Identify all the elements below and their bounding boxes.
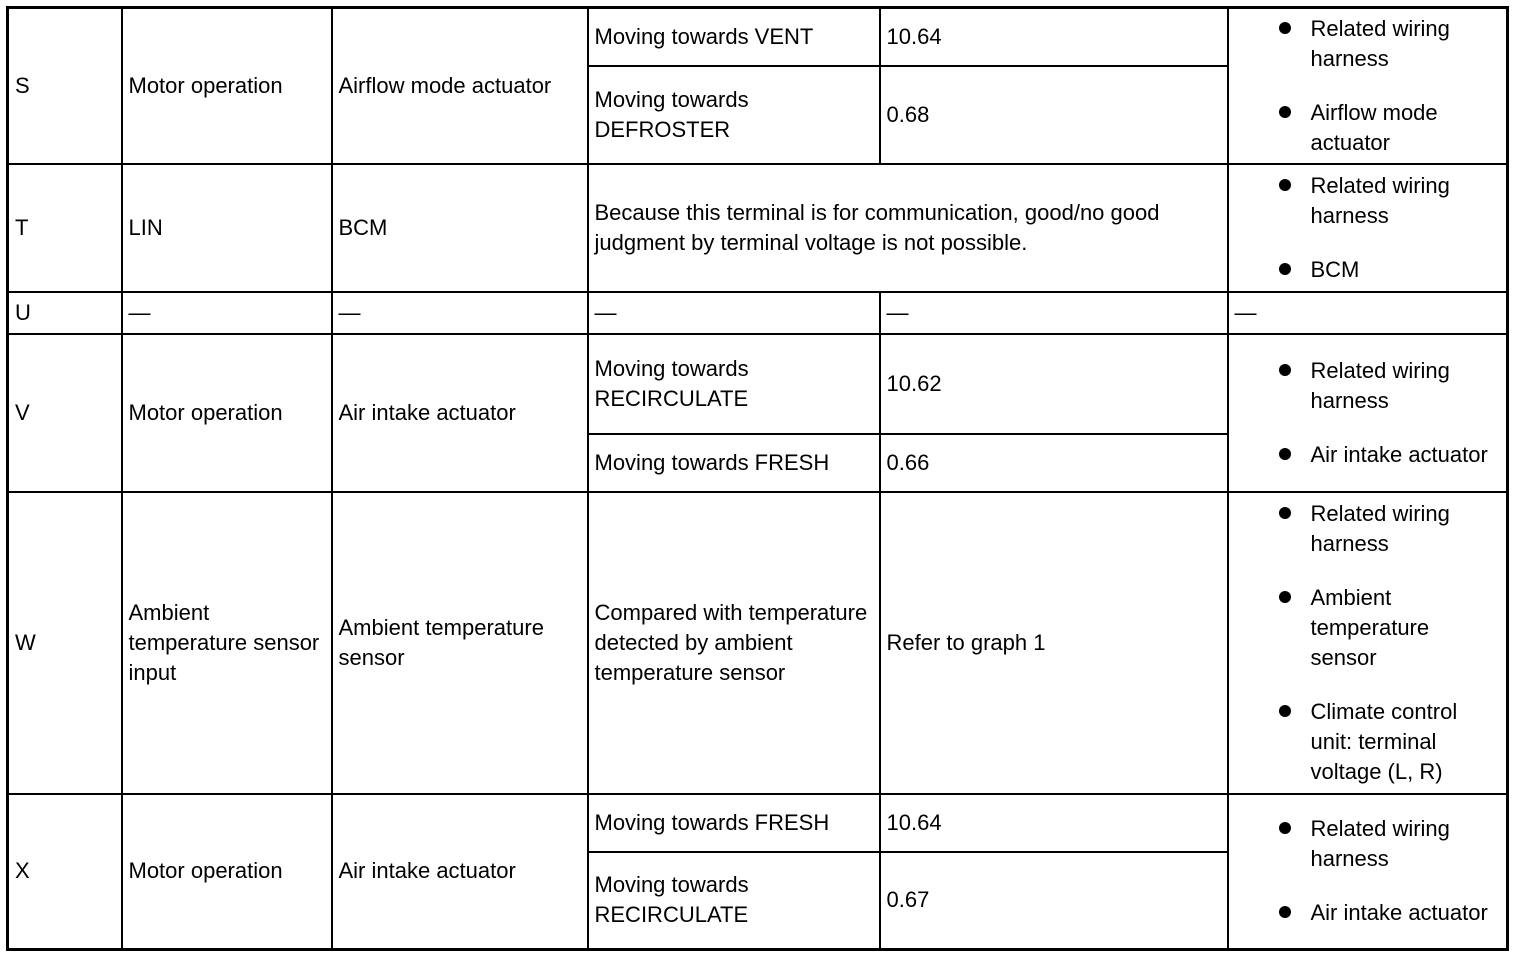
communication-note-cell: Because this terminal is for communication, good/no good judgment by terminal voltage is not possible.: [588, 164, 1228, 292]
condition-cell: Moving towards RECIRCULATE: [588, 852, 880, 950]
bullet-icon: [1279, 22, 1291, 34]
table-row: [8, 492, 1508, 794]
bullet-icon: [1279, 705, 1291, 717]
value-cell: 10.64: [880, 794, 1228, 852]
table-row: [8, 794, 1508, 852]
value-cell: Refer to graph 1: [880, 492, 1228, 794]
value-cell: —: [880, 292, 1228, 334]
list-item: [1235, 499, 1501, 559]
description-cell: Motor operation: [122, 794, 332, 950]
check-item-text: Air intake actuator: [1310, 900, 1488, 926]
value-cell: 10.62: [880, 334, 1228, 434]
condition-cell: Moving towards FRESH: [588, 434, 880, 492]
terminal-cell: T: [8, 164, 122, 292]
check-item-text: Related wiring harness: [1310, 357, 1450, 413]
terminal-cell: V: [8, 334, 122, 492]
check-items-cell: [1228, 492, 1508, 794]
condition-cell: Moving towards RECIRCULATE: [588, 334, 880, 434]
unit-cell: —: [332, 292, 588, 334]
unit-cell: BCM: [332, 164, 588, 292]
bullet-icon: [1279, 906, 1291, 918]
table-row: [8, 334, 1508, 434]
unit-cell: Air intake actuator: [332, 794, 588, 950]
value-cell: 10.64: [880, 8, 1228, 66]
check-list: [1235, 171, 1501, 285]
list-item: [1235, 583, 1501, 673]
list-item: [1235, 255, 1501, 285]
condition-cell: Compared with temperature detected by ambient temperature sensor: [588, 492, 880, 794]
check-list: [1235, 14, 1501, 158]
check-items-cell: —: [1228, 292, 1508, 334]
check-item-text: Air intake actuator: [1310, 441, 1488, 467]
bullet-icon: [1279, 507, 1291, 519]
check-item-text: Related wiring harness: [1310, 15, 1450, 71]
bullet-icon: [1279, 364, 1291, 376]
check-items-cell: [1228, 164, 1508, 292]
check-item-text: Related wiring harness: [1310, 816, 1450, 872]
check-item-text: Related wiring harness: [1310, 172, 1450, 228]
list-item: [1235, 898, 1501, 928]
bullet-icon: [1279, 448, 1291, 460]
check-items-cell: [1228, 334, 1508, 492]
list-item: [1235, 98, 1501, 158]
bullet-icon: [1279, 822, 1291, 834]
value-cell: 0.68: [880, 66, 1228, 164]
list-item: [1235, 171, 1501, 231]
description-cell: LIN: [122, 164, 332, 292]
condition-cell: Moving towards DEFROSTER: [588, 66, 880, 164]
condition-cell: —: [588, 292, 880, 334]
unit-cell: Ambient temperature sensor: [332, 492, 588, 794]
terminal-cell: X: [8, 794, 122, 950]
terminal-spec-table: [6, 6, 1509, 951]
bullet-icon: [1279, 591, 1291, 603]
description-cell: Motor operation: [122, 8, 332, 164]
check-item-text: Climate control unit: terminal voltage (L, R): [1310, 698, 1458, 784]
unit-cell: Airflow mode actuator: [332, 8, 588, 164]
check-item-text: Ambient temperature sensor: [1310, 584, 1430, 670]
table-row: [8, 8, 1508, 66]
list-item: [1235, 814, 1501, 874]
description-cell: —: [122, 292, 332, 334]
check-items-cell: [1228, 794, 1508, 950]
condition-cell: Moving towards VENT: [588, 8, 880, 66]
check-list: [1235, 499, 1501, 787]
bullet-icon: [1279, 263, 1291, 275]
table-row: [8, 292, 1508, 334]
check-item-text: Airflow mode actuator: [1310, 99, 1438, 155]
check-items-cell: [1228, 8, 1508, 164]
terminal-cell: S: [8, 8, 122, 164]
check-item-text: Related wiring harness: [1310, 500, 1450, 556]
list-item: [1235, 440, 1501, 470]
value-cell: 0.67: [880, 852, 1228, 950]
bullet-icon: [1279, 106, 1291, 118]
description-cell: Ambient temperature sensor input: [122, 492, 332, 794]
table-row: [8, 164, 1508, 292]
check-list: [1235, 356, 1501, 470]
bullet-icon: [1279, 179, 1291, 191]
unit-cell: Air intake actuator: [332, 334, 588, 492]
check-list: [1235, 814, 1501, 928]
condition-cell: Moving towards FRESH: [588, 794, 880, 852]
description-cell: Motor operation: [122, 334, 332, 492]
list-item: [1235, 356, 1501, 416]
list-item: [1235, 697, 1501, 787]
terminal-cell: U: [8, 292, 122, 334]
list-item: [1235, 14, 1501, 74]
terminal-cell: W: [8, 492, 122, 794]
value-cell: 0.66: [880, 434, 1228, 492]
check-item-text: BCM: [1310, 256, 1360, 282]
